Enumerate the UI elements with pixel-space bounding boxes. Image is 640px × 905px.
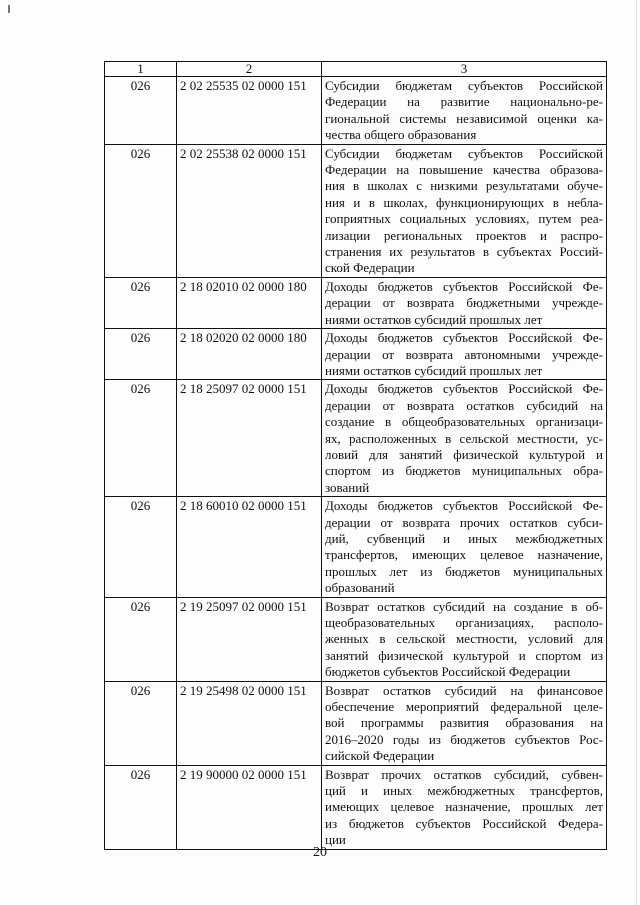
description-line: ской Федерации — [325, 260, 415, 276]
description-line: ций и иных межбюджетных трансфертов, — [325, 783, 603, 799]
table-header-row — [105, 62, 607, 77]
description-cell — [322, 277, 607, 328]
table-row — [105, 497, 607, 597]
description-line: Доходы бюджетов субъектов Российской Фе- — [325, 381, 603, 397]
table-row — [105, 765, 607, 849]
description-cell — [322, 380, 607, 497]
description-line: щеобразовательных организациях, располо- — [325, 615, 603, 630]
table-row — [105, 144, 607, 277]
description-line: ния в школах с низкими результатами обуче- — [325, 178, 603, 194]
description-line: гоприятных социальных условиях, путем реа- — [325, 211, 603, 227]
description-line: ции — [325, 832, 346, 848]
admin-code-cell: 026 — [105, 77, 177, 145]
description-line: 2016–2020 годы из бюджетов субъектов Рос- — [325, 731, 603, 747]
revenue-code-cell: 2 19 25498 02 0000 151 — [177, 681, 322, 765]
description-line: гиональной системы независимой оценки ка- — [325, 110, 603, 126]
description-cell — [322, 329, 607, 380]
description-line: дерации от возврата бюджетными учрежде- — [325, 295, 603, 311]
description-line: бюджетов субъектов Российской Федерации — [325, 664, 571, 680]
description-line: странения их результатов в субъектах Россий- — [325, 244, 603, 260]
description-cell — [322, 497, 607, 597]
description-line: Федерации на развитие национально-ре- — [325, 94, 603, 110]
description-cell — [322, 681, 607, 765]
revenue-code-cell: 2 18 25097 02 0000 151 — [177, 380, 322, 497]
description-line: создание в общеобразовательных организаци- — [325, 414, 603, 430]
revenue-code-cell: 2 19 90000 02 0000 151 — [177, 765, 322, 849]
admin-code-cell: 026 — [105, 497, 177, 597]
column-header: 2 — [177, 62, 322, 77]
column-header: 1 — [105, 62, 177, 77]
description-line: обеспечение мероприятий федеральной целе- — [325, 699, 603, 715]
description-line: имеющих целевое назначение, прошлых лет — [325, 799, 603, 815]
table-row — [105, 681, 607, 765]
description-line: ниями остатков субсидий прошлых лет — [325, 311, 543, 327]
description-line: дерации от возврата остатков субсидий на — [325, 397, 603, 413]
description-line: Субсидии бюджетам субъектов Российской — [325, 145, 603, 161]
scan-edge — [636, 0, 637, 905]
description-line: сийской Федерации — [325, 748, 435, 764]
description-cell — [322, 597, 607, 681]
description-line: дерации от возврата автономными учрежде- — [325, 346, 603, 362]
budget-codes-table — [104, 61, 607, 850]
description-line: занятий физической культурой и спортом из — [325, 647, 603, 663]
table-row — [105, 597, 607, 681]
description-line: трансфертов, имеющих целевое назначение, — [325, 547, 603, 563]
description-line: лизации региональных проектов и распро- — [325, 227, 603, 243]
description-line: Доходы бюджетов субъектов Российской Фе- — [325, 498, 603, 514]
table-row — [105, 77, 607, 145]
description-line: Возврат остатков субсидий на создание в об- — [325, 598, 603, 614]
admin-code-cell: 026 — [105, 765, 177, 849]
page-number: 20 — [313, 845, 327, 860]
table-row — [105, 329, 607, 380]
admin-code-cell: 026 — [105, 380, 177, 497]
revenue-code-cell: 2 18 02020 02 0000 180 — [177, 329, 322, 380]
revenue-code-cell: 2 02 25535 02 0000 151 — [177, 77, 322, 145]
description-line: дий, субвенций и иных межбюджетных — [325, 530, 603, 546]
scan-mark — [8, 5, 10, 13]
table-row — [105, 380, 607, 497]
description-line: Федерации на повышение качества образова- — [325, 162, 603, 178]
description-line: образований — [325, 580, 395, 596]
description-line: чества общего образования — [325, 127, 477, 143]
admin-code-cell: 026 — [105, 597, 177, 681]
admin-code-cell: 026 — [105, 277, 177, 328]
description-line: зований — [325, 479, 370, 495]
description-line: Доходы бюджетов субъектов Российской Фе- — [325, 330, 603, 346]
description-line: прошлых лет из бюджетов муниципальных — [325, 563, 603, 579]
description-line: спортом из бюджетов муниципальных обра- — [325, 463, 603, 479]
description-line: ниями остатков субсидий прошлых лет — [325, 362, 543, 378]
revenue-code-cell: 2 02 25538 02 0000 151 — [177, 144, 322, 277]
description-line: Доходы бюджетов субъектов Российской Фе- — [325, 278, 603, 294]
revenue-code-cell: 2 18 02010 02 0000 180 — [177, 277, 322, 328]
admin-code-cell: 026 — [105, 681, 177, 765]
description-line: дерации от возврата прочих остатков субси- — [325, 514, 603, 530]
description-line: Возврат остатков субсидий на финансовое — [325, 682, 603, 698]
description-line: ния и в школах, функционирующих в небла- — [325, 194, 603, 210]
description-cell — [322, 77, 607, 145]
admin-code-cell: 026 — [105, 329, 177, 380]
column-header: 3 — [322, 62, 607, 77]
table-row — [105, 277, 607, 328]
description-line: Субсидии бюджетам субъектов Российской — [325, 78, 603, 93]
description-line: ях, расположенных в сельской местности, ус- — [325, 430, 603, 446]
description-line: вой программы развития образования на — [325, 715, 603, 731]
description-line: из бюджетов субъектов Российской Федера- — [325, 815, 603, 831]
description-line: ловий для занятий физической культурой и — [325, 446, 603, 462]
revenue-code-cell: 2 18 60010 02 0000 151 — [177, 497, 322, 597]
admin-code-cell: 026 — [105, 144, 177, 277]
description-line: женных в сельской местности, условий для — [325, 631, 603, 647]
description-cell — [322, 144, 607, 277]
revenue-code-cell: 2 19 25097 02 0000 151 — [177, 597, 322, 681]
description-cell — [322, 765, 607, 849]
description-line: Возврат прочих остатков субсидий, субвен- — [325, 766, 603, 782]
